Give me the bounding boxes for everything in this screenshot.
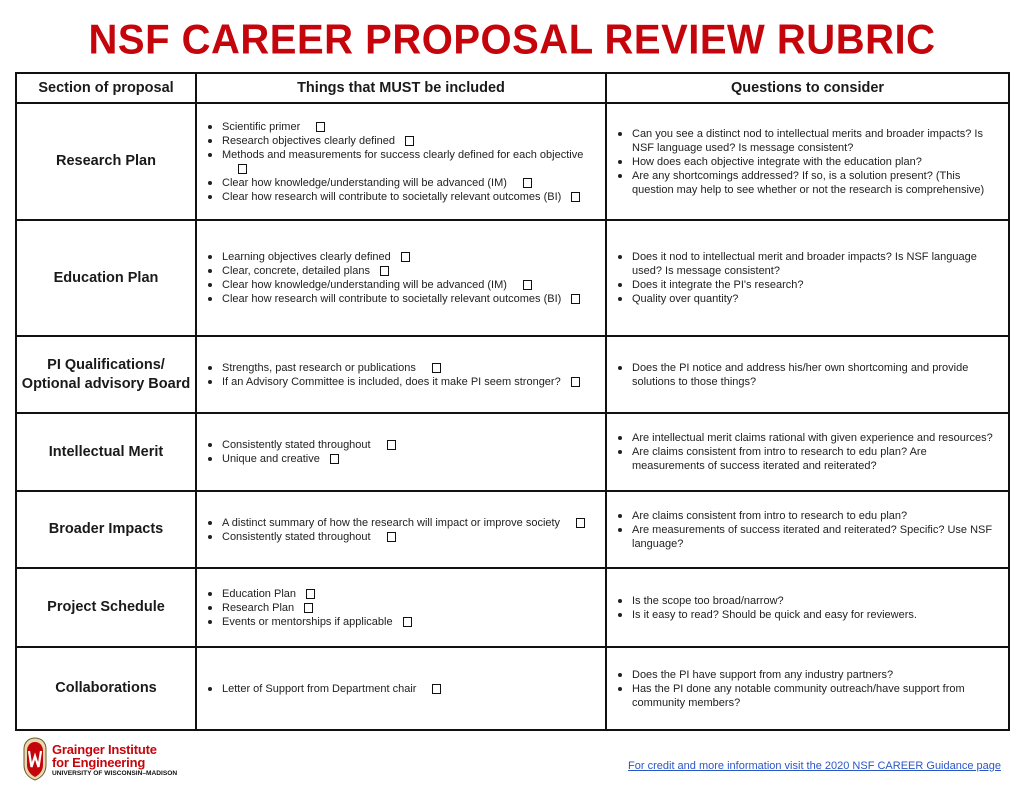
rubric-table — [15, 72, 1010, 731]
question-item: Is the scope too broad/narrow? — [617, 594, 1000, 608]
checkbox[interactable] — [523, 280, 532, 290]
header-questions: Questions to consider — [606, 73, 1009, 103]
questions-cell — [606, 103, 1009, 220]
checklist-item: Clear how research will contribute to societally relevant outcomes (BI) — [207, 190, 597, 204]
checklist-item: Clear how knowledge/understanding will be advanced (IM) — [207, 176, 597, 190]
question-item: Does it nod to intellectual merit and broader impacts? Is NSF language used? Is message consistent? — [617, 250, 1000, 278]
section-label: Intellectual Merit — [16, 413, 196, 491]
checkbox[interactable] — [405, 136, 414, 146]
questions-cell — [606, 568, 1009, 647]
table-row-intellectual-merit — [16, 413, 1009, 491]
question-item: Are measurements of success iterated and reiterated? Specific? Use NSF language? — [617, 523, 1000, 551]
checklist-item: Clear, concrete, detailed plans — [207, 264, 597, 278]
checkbox[interactable] — [432, 684, 441, 694]
must-include-cell — [196, 336, 606, 413]
logo-line-1: Grainger Institute — [52, 742, 157, 757]
checkbox[interactable] — [401, 252, 410, 262]
checkbox[interactable] — [306, 589, 315, 599]
checkbox[interactable] — [238, 164, 247, 174]
checklist-item: Clear how research will contribute to societally relevant outcomes (BI) — [207, 292, 597, 306]
must-include-cell — [196, 220, 606, 336]
question-item: Quality over quantity? — [617, 292, 1000, 306]
checkbox[interactable] — [523, 178, 532, 188]
section-label: PI Qualifications/ Optional advisory Board — [16, 336, 196, 413]
checklist-item: Events or mentorships if applicable — [207, 615, 597, 629]
grainger-institute-logo — [22, 737, 202, 785]
checkbox[interactable] — [304, 603, 313, 613]
uw-crest-icon — [22, 737, 48, 781]
logo-line-2: for Engineering — [52, 755, 146, 770]
must-include-cell — [196, 568, 606, 647]
checkbox[interactable] — [387, 440, 396, 450]
checklist-item: Education Plan — [207, 587, 597, 601]
header-section: Section of proposal — [16, 73, 196, 103]
table-row-broader-impacts — [16, 491, 1009, 568]
section-label: Broader Impacts — [16, 491, 196, 568]
section-label: Project Schedule — [16, 568, 196, 647]
checkbox[interactable] — [571, 192, 580, 202]
checklist-item: Research objectives clearly defined — [207, 134, 597, 148]
question-item: Has the PI done any notable community outreach/have support from community members? — [617, 682, 1000, 710]
question-item: Are claims consistent from intro to research to edu plan? — [617, 509, 1000, 523]
checklist-item: Research Plan — [207, 601, 597, 615]
question-item: Are claims consistent from intro to research to edu plan? Are measurements of success iterated and reiterated? — [617, 445, 1000, 473]
checklist-item: A distinct summary of how the research will impact or improve society — [207, 516, 597, 530]
table-row-collaborations — [16, 647, 1009, 730]
checkbox[interactable] — [387, 532, 396, 542]
question-item: Does the PI notice and address his/her own shortcoming and provide solutions to those things? — [617, 361, 1000, 389]
table-header-row — [16, 73, 1009, 103]
table-row-research-plan — [16, 103, 1009, 220]
checklist-item: If an Advisory Committee is included, does it make PI seem stronger? — [207, 375, 597, 389]
question-item: Are intellectual merit claims rational with given experience and resources? — [617, 431, 1000, 445]
question-item: Is it easy to read? Should be quick and easy for reviewers. — [617, 608, 1000, 622]
questions-cell — [606, 491, 1009, 568]
header-must-include: Things that MUST be included — [196, 73, 606, 103]
must-include-cell — [196, 103, 606, 220]
questions-cell — [606, 220, 1009, 336]
checkbox[interactable] — [571, 294, 580, 304]
checkbox[interactable] — [571, 377, 580, 387]
checklist-item: Learning objectives clearly defined — [207, 250, 597, 264]
question-item: How does each objective integrate with the education plan? — [617, 155, 1000, 169]
questions-cell — [606, 647, 1009, 730]
checklist-item: Methods and measurements for success clearly defined for each objective — [207, 148, 597, 176]
page-title: NSF CAREER PROPOSAL REVIEW RUBRIC — [88, 16, 936, 64]
checkbox[interactable] — [576, 518, 585, 528]
question-item: Are any shortcomings addressed? If so, is a solution present? (This question may help to see whether or not the research is comprehensive) — [617, 169, 1000, 197]
checkbox[interactable] — [403, 617, 412, 627]
questions-cell — [606, 413, 1009, 491]
checklist-item: Consistently stated throughout — [207, 530, 597, 544]
table-row-pi-qualifications — [16, 336, 1009, 413]
must-include-cell — [196, 413, 606, 491]
table-row-education-plan — [16, 220, 1009, 336]
checkbox[interactable] — [380, 266, 389, 276]
logo-line-3: UNIVERSITY OF WISCONSIN–MADISON — [52, 770, 178, 777]
section-label: Education Plan — [16, 220, 196, 336]
checklist-item: Letter of Support from Department chair — [207, 682, 597, 696]
checkbox[interactable] — [316, 122, 325, 132]
section-label: Collaborations — [16, 647, 196, 730]
credit-link[interactable]: For credit and more information visit the 2020 NSF CAREER Guidance page — [628, 760, 1001, 772]
must-include-cell — [196, 491, 606, 568]
question-item: Does it integrate the PI's research? — [617, 278, 1000, 292]
checkbox[interactable] — [330, 454, 339, 464]
checklist-item: Clear how knowledge/understanding will be advanced (IM) — [207, 278, 597, 292]
checklist-item: Strengths, past research or publications — [207, 361, 597, 375]
table-row-project-schedule — [16, 568, 1009, 647]
question-item: Can you see a distinct nod to intellectual merits and broader impacts? Is NSF language used? Is message consistent? — [617, 127, 1000, 155]
must-include-cell — [196, 647, 606, 730]
question-item: Does the PI have support from any industry partners? — [617, 668, 1000, 682]
section-label: Research Plan — [16, 103, 196, 220]
checkbox[interactable] — [432, 363, 441, 373]
checklist-item: Unique and creative — [207, 452, 597, 466]
checklist-item: Scientific primer — [207, 120, 597, 134]
checklist-item: Consistently stated throughout — [207, 438, 597, 452]
questions-cell — [606, 336, 1009, 413]
